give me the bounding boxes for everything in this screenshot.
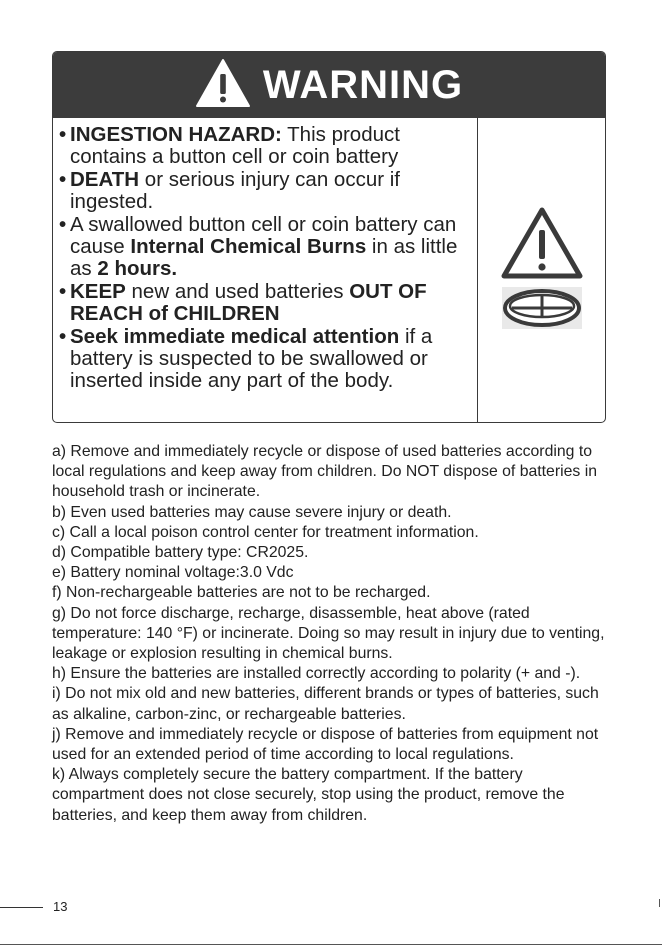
hazard-item: • A swallowed button cell or coin battery can cause Internal Chemical Burns in as little as 2 hours. [59, 214, 477, 281]
symbol-panel [477, 118, 605, 422]
hazard-item: • Seek immediate medical attention if a battery is suspected to be swallowed or inserted inside any part of the body. [59, 326, 477, 393]
instruction-item: j) Remove and immediately recycle or dispose of batteries from equipment not used for an extended period of time according to local regulations. [52, 725, 599, 764]
instruction-item: h) Ensure the batteries are installed correctly according to polarity (+ and -). [52, 665, 581, 683]
hazard-item: • KEEP new and used batteries OUT OF REACH of CHILDREN [59, 281, 477, 326]
instruction-item: a) Remove and immediately recycle or dispose of used batteries according to local regulations and keep away from children. Do NOT dispose of batteries in household trash or incinerate. [52, 443, 597, 501]
footer-rule [0, 907, 43, 908]
instruction-item: k) Always completely secure the battery compartment. If the battery compartment does not close securely, stop using the product, remove the batteries, and keep them away from children. [52, 766, 565, 824]
warning-title: WARNING [262, 62, 464, 107]
warning-triangle-outline-icon [500, 206, 584, 285]
instruction-item: c) Call a local poison control center for treatment information. [52, 523, 479, 541]
warning-content [53, 118, 605, 422]
instruction-item: b) Even used batteries may cause severe injury or death. [52, 503, 452, 521]
instruction-item: i) Do not mix old and new batteries, different brands or types of batteries, such as alkaline, carbon-zinc, or rechargeable batteries. [52, 685, 599, 723]
instruction-item: e) Battery nominal voltage:3.0 Vdc [52, 564, 294, 582]
hazard-item: • INGESTION HAZARD: This product contains a button cell or coin battery [59, 124, 477, 169]
warning-triangle-icon [195, 58, 251, 113]
warning-box [52, 51, 606, 423]
instruction-item: d) Compatible battery type: CR2025. [52, 544, 309, 562]
coin-battery-icon [502, 287, 582, 334]
page-number: 13 [53, 899, 68, 914]
bottom-rule [0, 944, 662, 945]
instruction-item: f) Non-rechargeable batteries are not to be recharged. [52, 584, 431, 602]
instructions [52, 442, 612, 826]
hazard-item: • DEATH or serious injury can occur if ingested. [59, 169, 477, 214]
crop-mark [659, 899, 660, 907]
hazard-list [53, 118, 477, 422]
instruction-item: g) Do not force discharge, recharge, disassemble, heat above (rated temperature: 140 °F) or incinerate. Doing so may result in injury due to venting, leakage or explosion resulting in chemical burns. [52, 604, 605, 663]
warning-header [53, 52, 605, 118]
